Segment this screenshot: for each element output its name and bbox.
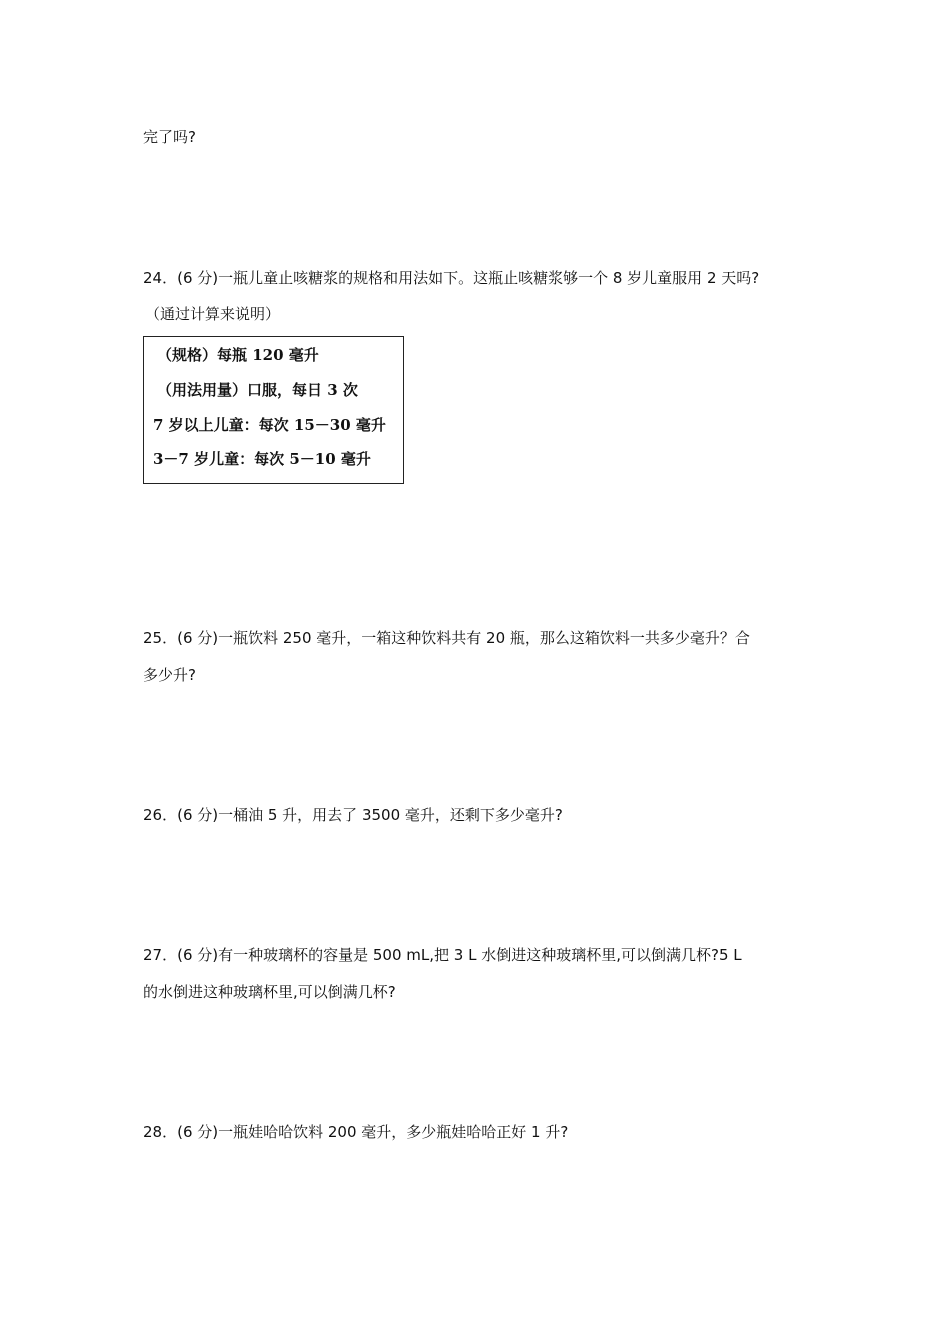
question-24-note: （通过计算来说明） [145,305,281,323]
dose-over-7-line: 7 岁以上儿童：每次 15－30 毫升 [153,416,386,434]
spec-line: （规格）每瓶 120 毫升 [157,346,319,364]
question-26-text: 26．(6 分)一桶油 5 升，用去了 3500 毫升，还剩下多少毫升? [143,806,563,824]
question-24-text: 24．(6 分)一瓶儿童止咳糖浆的规格和用法如下。这瓶止咳糖浆够一个 8 岁儿童服用 2 天吗? [143,269,760,287]
question-25-text-cont: 多少升? [143,666,196,684]
syrup-spec-box [143,336,404,484]
question-27-text: 27．(6 分)有一种玻璃杯的容量是 500 mL,把 3 L 水倒进这种玻璃杯里,可以倒满几杯?5 L [143,946,742,964]
fragment-text: 完了吗? [143,128,196,146]
dose-3-to-7-line: 3－7 岁儿童：每次 5－10 毫升 [153,450,371,468]
question-28-text: 28．(6 分)一瓶娃哈哈饮料 200 毫升，多少瓶娃哈哈正好 1 升? [143,1123,569,1141]
question-25-text: 25．(6 分)一瓶饮料 250 毫升，一箱这种饮料共有 20 瓶，那么这箱饮料一共多少毫升？合 [143,629,750,647]
usage-line: （用法用量）口服，每日 3 次 [157,381,358,399]
question-27-text-cont: 的水倒进这种玻璃杯里,可以倒满几杯? [143,983,396,1001]
